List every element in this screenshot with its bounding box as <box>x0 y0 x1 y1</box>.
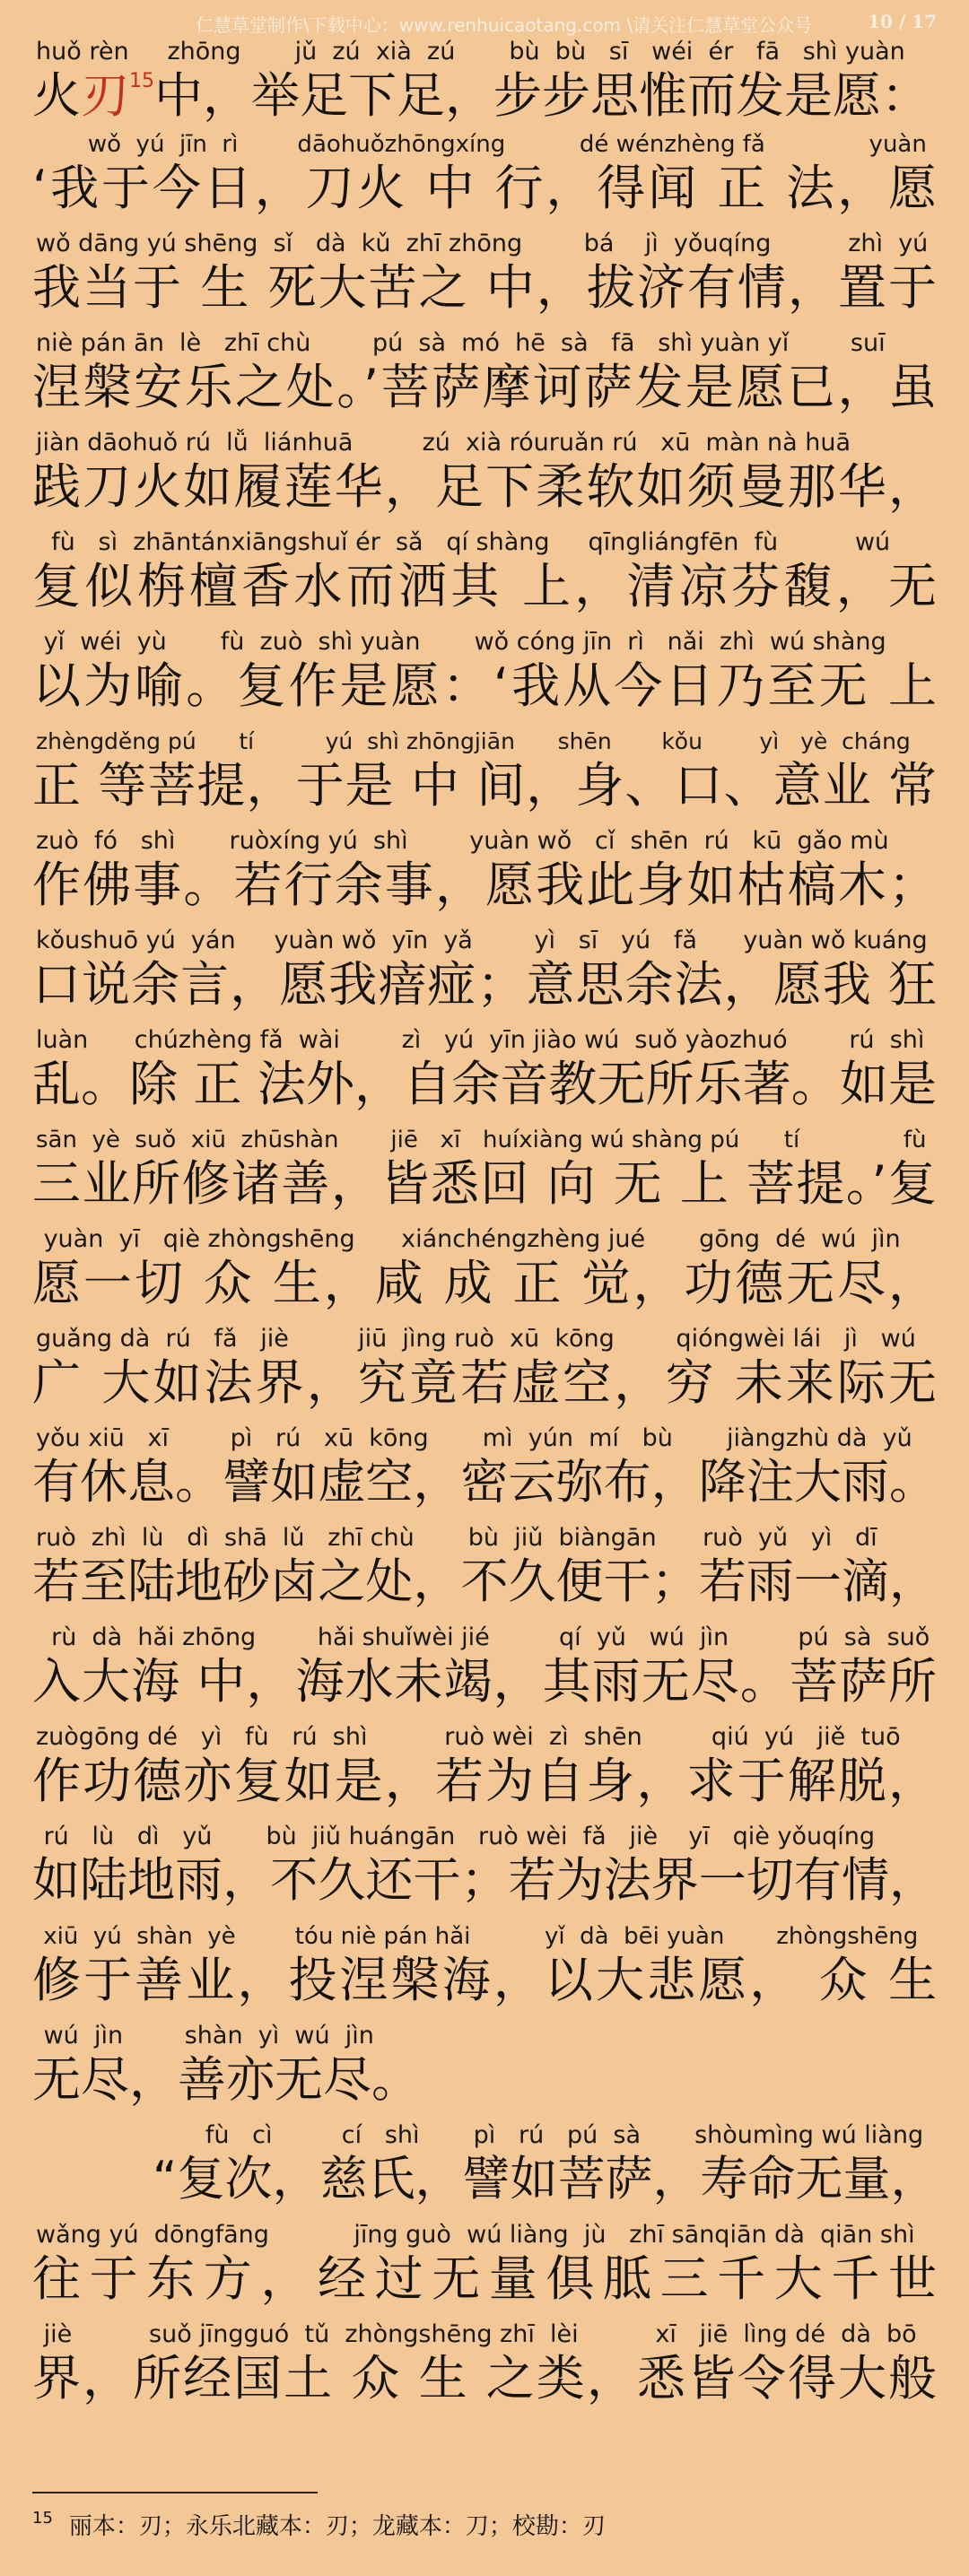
footnote-text: 丽本：刃；永乐北藏本：刃；龙藏本：刀；校勘：刃 <box>68 2513 606 2540</box>
hanzi-line: 涅槃安乐之处。’菩萨摩诃萨发是愿已，虽 <box>32 359 937 415</box>
pinyin-line: kǒushuō yú yán yuàn wǒ yīn yǎ yì sī yú fǎ yuàn wǒ kuáng <box>36 927 928 954</box>
scripture-text-body <box>0 36 969 2418</box>
pinyin-line: yǐ wéi yù fù zuò shì yuàn wǒ cóng jīn rì nǎi zhì wú shàng <box>36 628 886 656</box>
pinyin-line: fù cì cí shì pì rú pú sà shòumìng wú liàng <box>36 2121 924 2149</box>
text-line <box>0 1920 969 2020</box>
pinyin-line: zuògōng dé yì fù rú shì ruò wèi zì shēn qiú yú jiě tuō <box>36 1723 901 1751</box>
text-line <box>0 1522 969 1622</box>
hanzi-line: 正 等菩提，于是 中 间，身、口、意业 常 <box>32 757 937 814</box>
hanzi-line: “复次，慈氏，譬如菩萨，寿命无量， <box>153 2152 938 2206</box>
hanzi-line: 口说余言，愿我瘖痖；意思余法，愿我 狂 <box>32 956 937 1013</box>
text-line <box>0 2319 969 2418</box>
text-line <box>0 1024 969 1124</box>
hanzi-line: 复似栴檀香水而洒其 上，清凉芬馥，无 <box>32 558 937 614</box>
variant-character: 刃 <box>81 67 129 124</box>
text-line <box>0 726 969 825</box>
footnote-divider <box>32 2492 318 2493</box>
pinyin-line: rù dà hǎi zhōng hǎi shuǐwèi jié qí yǔ wú jìn pú sà suǒ <box>36 1623 930 1651</box>
hanzi-line: 若至陆地砂卤之处，不久便干；若雨一滴， <box>32 1554 937 1609</box>
text-line <box>0 527 969 626</box>
text-line <box>0 1323 969 1423</box>
page-number: 10 / 17 <box>868 11 937 32</box>
text-line <box>0 2119 969 2219</box>
text-line <box>0 825 969 925</box>
hanzi-line: ‘我于今日，刀火 中 行，得闻 正 法，愿 <box>32 160 937 216</box>
hanzi-line: 有休息。譬如虚空，密云弥布，降注大雨。 <box>32 1455 937 1510</box>
hanzi-line: 作功德亦复如是，若为自身，求于解脱， <box>32 1753 937 1809</box>
hanzi-line: 愿一切 众 生，咸 成 正 觉，功德无尽， <box>32 1255 937 1311</box>
pinyin-line: niè pán ān lè zhī chù pú sà mó hē sà fā shì yuàn yǐ suī <box>36 329 886 357</box>
text-line <box>0 1622 969 1721</box>
hanzi-line: 践刀火如履莲华，足下柔软如须曼那华， <box>32 458 937 515</box>
pinyin-line: ruò zhì lù dì shā lǔ zhī chù bù jiǔ biàngān ruò yǔ yì dī <box>36 1524 877 1552</box>
text-line <box>0 925 969 1024</box>
hanzi-line: 入大海 中，海水未竭，其雨无尽。菩萨所 <box>32 1653 937 1710</box>
pinyin-line: fù sì zhāntánxiāngshuǐ ér sǎ qí shàng qīngliángfēn fù wú <box>36 528 891 556</box>
text-line <box>0 2219 969 2319</box>
hanzi-line: 广 大如法界，究竟若虚空，穷 未来际无 <box>32 1354 937 1411</box>
text-line <box>0 1423 969 1522</box>
text-line <box>0 2020 969 2119</box>
text-line <box>0 1821 969 1920</box>
pinyin-line: wú jìn shàn yì wú jìn <box>36 2022 374 2049</box>
text-line <box>0 327 969 427</box>
text-line <box>0 427 969 527</box>
pinyin-line: guǎng dà rú fǎ jiè jiū jìng ruò xū kōng qióngwèi lái jì wú <box>36 1325 916 1353</box>
header-source-text: 仁慧草堂制作\下载中心：www.renhuicaotang.com \请关注仁慧草堂公众号 <box>196 14 813 36</box>
pinyin-line: rú lù dì yǔ bù jiǔ huángān ruò wèi fǎ jiè yī qiè yǒuqíng <box>36 1823 875 1850</box>
pinyin-line: huǒ rèn zhōng jǔ zú xià zú bù bù sī wéi ér fā shì yuàn <box>36 38 905 65</box>
hanzi-line: 作佛事。若行余事，愿我此身如枯槁木； <box>32 857 937 913</box>
pinyin-line: zhèngděng pú tí yú shì zhōngjiān shēn kǒu yì yè cháng <box>36 728 911 754</box>
hanzi-line: 乱。除 正 法外，自余音教无所乐著。如是 <box>32 1056 937 1112</box>
footnote-number: 15 <box>32 2509 53 2528</box>
hanzi-line: 修于善业，投涅槃海，以大悲愿， 众 生 <box>32 1952 937 2008</box>
hanzi-line: 我当于 生 死大苦之 中，拔济有情，置于 <box>32 259 937 316</box>
pinyin-line: xiū yú shàn yè tóu niè pán hǎi yǐ dà bēi yuàn zhòngshēng <box>36 1923 919 1950</box>
pinyin-line: wǒ yú jīn rì dāohuǒzhōngxíng dé wénzhèng fǎ yuàn <box>36 131 927 158</box>
footnote <box>32 2501 606 2545</box>
pinyin-line: wǒ dāng yú shēng sǐ dà kǔ zhī zhōng bá jì yǒuqíng zhì yú <box>36 230 929 257</box>
hanzi-text: 火 <box>32 67 81 124</box>
pinyin-line: wǎng yú dōngfāng jīng guò wú liàng jù zhī sānqiān dà qiān shì <box>36 2221 915 2249</box>
hanzi-line: 往于东方，经过无量俱胝三千大千世 <box>32 2250 937 2307</box>
text-line <box>0 128 969 228</box>
text-line <box>0 228 969 327</box>
hanzi-line: 三业所修诸善，皆悉回 向 无 上 菩提。’复 <box>32 1155 937 1212</box>
text-line <box>0 1721 969 1821</box>
hanzi-line: 界，所经国土 众 生 之类，悉皆令得大般 <box>32 2350 937 2406</box>
footnote-reference[interactable]: 15 <box>129 70 154 92</box>
hanzi-line: 无尽，善亦无尽。 <box>32 2051 420 2108</box>
pinyin-line: zuò fó shì ruòxíng yú shì yuàn wǒ cǐ shēn rú kū gǎo mù <box>36 827 889 855</box>
pinyin-line: yuàn yī qiè zhòngshēng xiánchéngzhèng jué gōng dé wú jìn <box>36 1225 901 1253</box>
hanzi-line: 如陆地雨，不久还干；若为法界一切有情， <box>32 1853 937 1908</box>
pinyin-line: luàn chúzhèng fǎ wài zì yú yīn jiào wú suǒ yàozhuó rú shì <box>36 1026 925 1054</box>
pinyin-line: jiàn dāohuǒ rú lǚ liánhuā zú xià róuruǎn rú xū màn nà huā <box>36 429 851 457</box>
pinyin-line: sān yè suǒ xiū zhūshàn jiē xī huíxiàng wú shàng pú tí fù <box>36 1127 927 1153</box>
pinyin-line: yǒu xiū xī pì rú xū kōng mì yún mí bù jiàngzhù dà yǔ <box>36 1424 912 1452</box>
text-line <box>0 1223 969 1323</box>
text-line <box>0 36 969 128</box>
pinyin-line: jiè suǒ jīngguó tǔ zhòngshēng zhī lèi xī jiē lìng dé dà bō <box>36 2320 917 2348</box>
text-line <box>0 626 969 726</box>
hanzi-line <box>32 66 937 126</box>
hanzi-line: 以为喻。复作是愿：‘我从今日乃至无 上 <box>32 657 937 714</box>
text-line <box>0 1124 969 1223</box>
hanzi-text: 中，举足下足，步步思惟而发是愿： <box>154 67 930 124</box>
